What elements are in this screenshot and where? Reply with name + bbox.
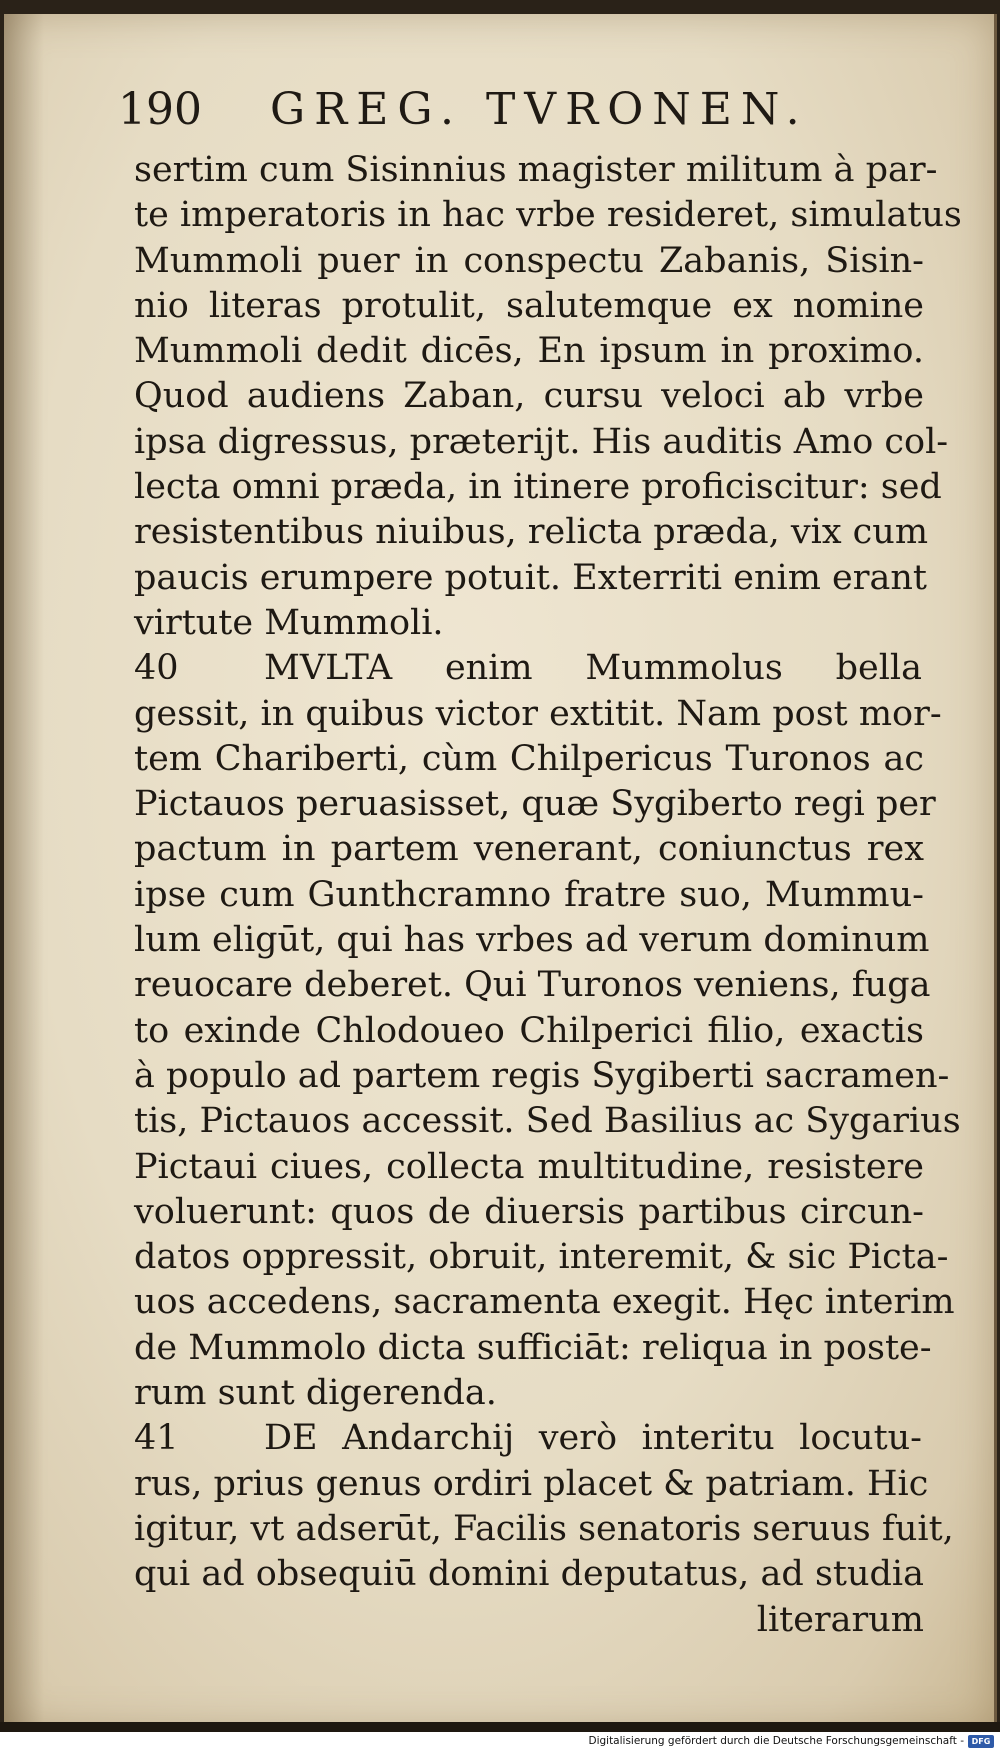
dfg-logo xyxy=(968,1735,994,1748)
text-line: Pictaui ciues, collecta multitudine, resistere xyxy=(134,1146,924,1187)
text-line: ipse cum Gunthcramno fratre suo, Mummu- xyxy=(134,874,924,915)
text-line: à populo ad partem regis Sygiberti sacramen- xyxy=(134,1055,950,1096)
text-line: reuocare deberet. Qui Turonos veniens, fuga xyxy=(134,965,931,1006)
section-number: 40 xyxy=(134,648,179,689)
text-line: Pictauos peruasisset, quæ Sygiberto regi per xyxy=(134,784,936,825)
section-number: 41 xyxy=(134,1418,179,1459)
text-line: uos accedens, sacramenta exegit. Hęc interim xyxy=(134,1282,955,1323)
section-opening: MVLTA enim Mummolus bella xyxy=(264,648,922,689)
text-line: nio literas protulit, salutemque ex nomine xyxy=(134,285,924,326)
body-text xyxy=(134,148,962,1643)
text-line: de Mummolo dicta sufficiāt: reliqua in poste- xyxy=(134,1327,932,1368)
text-line: sertim cum Sisinnius magister militum à par- xyxy=(134,150,938,190)
text-line: Quod audiens Zaban, cursu veloci ab vrbe xyxy=(134,376,924,417)
section-41-heading xyxy=(134,1416,924,1461)
text-line: voluerunt: quos de diuersis partibus circun- xyxy=(134,1191,924,1232)
text-line: datos oppressit, obruit, interemit, & sic Picta- xyxy=(134,1237,949,1278)
text-line: resistentibus niuibus, relicta præda, vix cum xyxy=(134,512,929,553)
text-line: Mummoli puer in conspectu Zabanis, Sisin- xyxy=(134,240,924,281)
text-line: rus, prius genus ordiri placet & patriam. Hic xyxy=(134,1463,929,1504)
text-line: tem Chariberti, cùm Chilpericus Turonos ac xyxy=(134,738,924,779)
text-line: rum sunt digerenda. xyxy=(134,1373,497,1414)
text-line: paucis erumpere potuit. Exterriti enim erant xyxy=(134,557,927,598)
text-line: tis, Pictauos accessit. Sed Basilius ac Sygarius xyxy=(134,1101,961,1142)
text-line: lum eligūt, qui has vrbes ad verum dominum xyxy=(134,920,930,961)
section-40-heading xyxy=(134,646,924,691)
funding-credit: Digitalisierung gefördert durch die Deutsche Forschungsgemeinschaft - xyxy=(588,1735,964,1747)
catchword: literarum xyxy=(756,1599,924,1640)
text-line: lecta omni præda, in itinere proficiscitur: sed xyxy=(134,467,942,508)
text-line: pactum in partem venerant, coniunctus rex xyxy=(134,829,924,870)
text-line: gessit, in quibus victor extitit. Nam post mor- xyxy=(134,693,942,734)
dfg-logo-text: DFG xyxy=(971,1737,991,1746)
book-title: GREG. TVRONEN. xyxy=(270,84,809,135)
text-line: qui ad obsequiū domini deputatus, ad studia xyxy=(134,1554,924,1595)
running-head xyxy=(118,82,838,142)
text-line: virtute Mummoli. xyxy=(134,602,444,643)
footer-bar xyxy=(0,1732,1000,1752)
text-line: te imperatoris in hac vrbe resideret, simulatus xyxy=(134,195,962,236)
text-line: Mummoli dedit dicēs, En ipsum in proximo. xyxy=(134,331,924,372)
page-number: 190 xyxy=(118,84,202,135)
text-line: ipsa digressus, præterijt. His auditis Amo col- xyxy=(134,421,949,462)
text-line: igitur, vt adserūt, Facilis senatoris seruus fuit, xyxy=(134,1508,954,1549)
text-line: to exinde Chlodoueo Chilperici filio, exactis xyxy=(134,1010,924,1051)
gutter-shadow xyxy=(4,14,44,1730)
page-bottom-edge xyxy=(0,1722,1000,1732)
section-opening: DE Andarchij verò interitu locutu- xyxy=(264,1418,922,1459)
